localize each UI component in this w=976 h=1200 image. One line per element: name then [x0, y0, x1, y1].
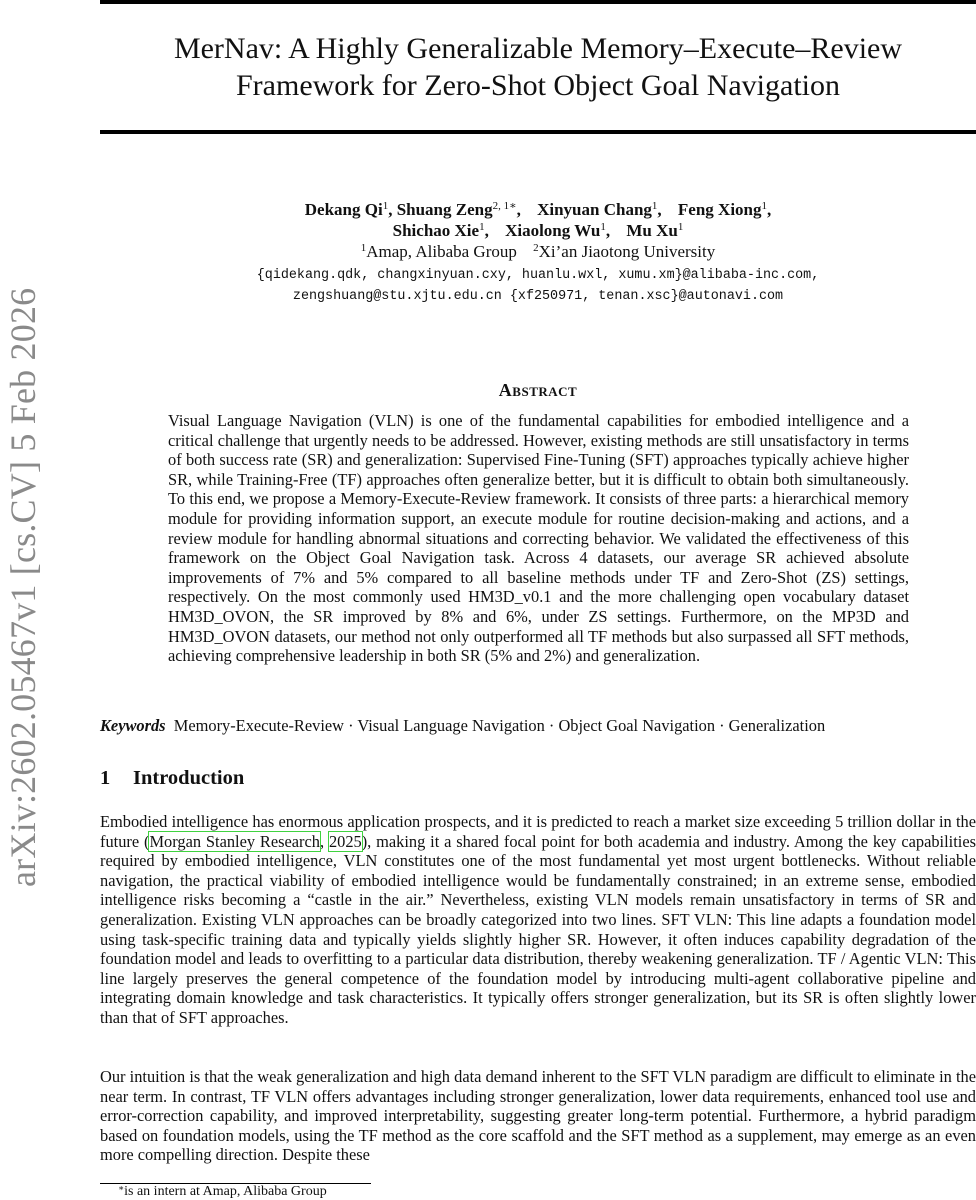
intro-p1-before: Embodied intelligence has enormous application prospects, and it is predicted to reach a market size exceeding 5 trillion dollar in the future (: [100, 812, 976, 851]
footnote-text: is an intern at Amap, Alibaba Group: [124, 1184, 327, 1199]
citation-separator: ,: [319, 831, 329, 851]
author-name: Xinyuan Chang: [537, 200, 652, 219]
intro-paragraph-2: Our intuition is that the weak generalization and high data demand inherent to the SFT VLN paradigm are difficult to eliminate in the near term. In contrast, TF VLN offers advantages including stronger generalization, lower data requirements, enhanced tool use and error-correction capability, and improved interpretability, suggesting greater long-term potential. Furthermore, a hybrid paradigm based on foundation models, using the TF method as the core scaffold and the SFT method as a supplement, may emerge as an even more compelling direction. Despite these: [100, 1067, 976, 1165]
author-affiliation-mark: 1: [761, 200, 767, 212]
citation-link-year[interactable]: 2025: [328, 831, 362, 851]
paper-title: [100, 30, 976, 104]
author-name: Xiaolong Wu: [505, 221, 601, 240]
author-block: [100, 199, 976, 262]
abstract-heading-text: Abstract: [498, 380, 578, 400]
footnote-mark: ∗: [118, 1183, 125, 1193]
affiliation-number: 1: [360, 242, 367, 254]
title-line-2: Framework for Zero-Shot Object Goal Navigation: [236, 69, 840, 102]
intro-p1-after: ), making it a shared focal point for both academia and industry. Among the key capabilities required by embodied intelligence, VLN constitutes one of the most fundamental yet most urgent bottlenecks. Without reliable navigation, the practical viability of embodied intelligence would be fundamentally constrained; in an extreme sense, embodied intelligence risks becoming a “castle in the air.” Nevertheless, existing VLN models remain unsatisfactory in terms of SR and generalization. Existing VLN approaches can be broadly categorized into two lines. SFT VLN: This line adapts a foundation model using task-specific training data and typically yields slightly higher SR. However, it often induces capability degradation of the foundation model and leads to overfitting to a particular data distribution, thereby weakening generalization. TF / Agentic VLN: This line largely preserves the general competence of the foundation model by introducing multi-agent collaborative pipeline and integrating domain knowledge and task characteristics. It typically offers stronger generalization, but its SR is often slightly lower than that of SFT approaches.: [100, 831, 976, 1027]
author-name: Shichao Xie: [392, 221, 480, 240]
footnote: [118, 1183, 327, 1200]
author-name: Shuang Zeng: [396, 200, 493, 219]
affiliation-name: Amap, Alibaba Group: [366, 242, 517, 261]
title-line-1: MerNav: A Highly Generalizable Memory–Execute–Review: [173, 32, 903, 65]
section-title: Introduction: [133, 767, 245, 789]
author-name: Dekang Qi: [304, 200, 383, 219]
email-line-2: zengshuang@stu.xjtu.edu.cn {xf250971, tenan.xsc}@autonavi.com: [292, 289, 784, 304]
keywords-line: [100, 716, 976, 736]
keywords-label: Keywords: [100, 716, 166, 735]
email-block: [100, 265, 976, 307]
abstract-heading: [100, 380, 976, 401]
section-number: 1: [100, 767, 111, 789]
title-bottom-rule: [100, 130, 976, 134]
arxiv-identifier: arXiv:2602.05467v1 [cs.CV] 5 Feb 2026: [3, 287, 43, 887]
keywords-text: Memory-Execute-Review · Visual Language Navigation · Object Goal Navigation · Generalization: [173, 716, 826, 735]
author-name: Mu Xu: [626, 221, 678, 240]
affiliation-line: [100, 241, 976, 262]
affiliation-name: Xi’an Jiaotong University: [538, 242, 716, 261]
title-top-rule: [100, 0, 976, 4]
section-heading: [100, 767, 244, 790]
author-name: Feng Xiong: [677, 200, 762, 219]
citation-link-author[interactable]: Morgan Stanley Research: [149, 831, 320, 851]
abstract-text: Visual Language Navigation (VLN) is one of the fundamental capabilities for embodied intelligence and a critical challenge that urgently needs to be addressed. However, existing methods are still unsatisfactory in terms of both success rate (SR) and generalization: Supervised Fine-Tuning (SFT) approaches typically achieve higher SR, while Training-Free (TF) approaches often generalize better, but it is difficult to obtain both simultaneously. To this end, we propose a Memory-Execute-Review framework. It consists of three parts: a hierarchical memory module for providing information support, an execute module for routine decision-making and actions, and a review module for handling abnormal situations and correcting behavior. We validated the effectiveness of this framework on the Object Goal Navigation task. Across 4 datasets, our average SR achieved absolute improvements of 7% and 5% compared to all baseline methods under TF and Zero-Shot (ZS) settings, respectively. On the most commonly used HM3D_v0.1 and the more challenging open vocabulary dataset HM3D_OVON, the SR improved by 8% and 6%, under ZS settings. Furthermore, on the MP3D and HM3D_OVON datasets, our method not only outperformed all TF methods but also surpassed all SFT methods, achieving comprehensive leadership in both SR (5% and 2%) and generalization.: [168, 411, 909, 666]
affiliation-number: 2: [533, 242, 539, 254]
intro-paragraph-1: [100, 812, 976, 1028]
email-line-1: {qidekang.qdk, changxinyuan.cxy, huanlu.wxl, xumu.xm}@alibaba-inc.com,: [256, 268, 820, 283]
author-affiliation-mark: 1: [677, 221, 684, 233]
author-affiliation-mark: 1: [382, 200, 389, 212]
author-affiliation-mark: 1: [479, 221, 485, 233]
author-line-2: Shichao Xie$^1$, Xiaolong Wu$^1$, Mu Xu$^1$: [392, 221, 684, 240]
author-affiliation-mark: 1: [600, 221, 606, 233]
author-affiliation-mark: 1: [651, 200, 658, 212]
author-footnote-mark: ∗: [509, 200, 517, 212]
author-affiliation-mark: 2, 1: [492, 200, 510, 212]
author-line-1: Dekang Qi$^1$, Shuang Zeng$^{2, 1∗}$, Xinyuan Chang$^1$, Feng Xiong$^1$,: [304, 200, 772, 219]
